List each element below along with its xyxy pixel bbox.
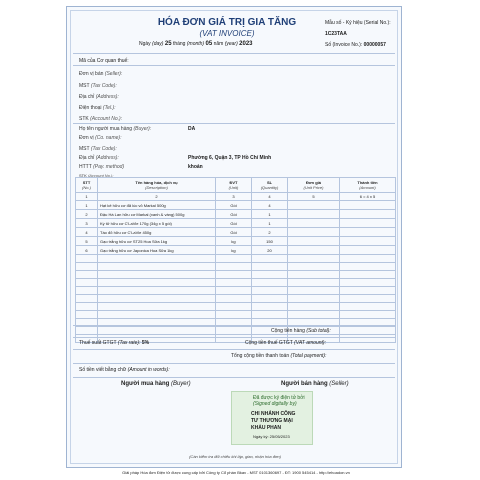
empty-row	[76, 255, 396, 263]
sign-date: Ngày ký: 25/05/2023	[253, 434, 290, 439]
divider	[73, 65, 395, 66]
buyer-tax-label: MST (Tax Code):	[79, 146, 117, 152]
empty-row	[76, 263, 396, 271]
divider	[73, 349, 395, 350]
table-row: 5 Gạo trắng hữu cơ ST25 Hoa Sữa 1kg kg 150	[76, 237, 396, 246]
vat-rate: Thuế suất GTGT (Tax rate): 5%	[79, 340, 150, 346]
empty-row	[76, 287, 396, 295]
subtotal-label: Cộng tiền hàng (Sub total):	[271, 328, 331, 334]
table-row: 2 Đậu Hà Lan hữu cơ Markal (xanh & vàng) 500g Gói 1	[76, 210, 396, 219]
header-unit-price: Đơn giá (Unit Price)	[288, 178, 340, 193]
vat-rate-value: 5%	[141, 340, 150, 346]
seller-name-label: Đơn vị bán (Seller):	[79, 71, 123, 77]
buyer-address-label: Địa chỉ (Address):	[79, 155, 119, 161]
empty-row	[76, 295, 396, 303]
invoice-serial-block: Mẫu số - Ký hiệu (Serial No.): 1C23TAA Số (Invoice No.): 00000057	[325, 20, 391, 48]
empty-row	[76, 327, 396, 335]
buyer-name-label: Họ tên người mua hàng (Buyer):	[79, 126, 152, 132]
invoice-year: 2023	[239, 41, 253, 47]
payment-method-label: HTTT (Pay. method)	[79, 164, 125, 170]
table-row: 1 Hạt kê hữu cơ đã lúc vỏ Markal 500g Gói 4	[76, 201, 396, 210]
items-table	[75, 177, 396, 343]
signed-by-label: Đã được ký điện tử bởi (Signed digitally by)	[253, 395, 305, 407]
seller-signature-label: Người bán hàng (Seller)	[281, 381, 349, 387]
header-quantity: SL (Quantity)	[252, 178, 288, 193]
divider	[73, 337, 395, 338]
column-index-row: 1 2 3 4 5 6 = 4 x 5	[76, 193, 396, 201]
divider	[73, 363, 395, 364]
buyer-signature-label: Người mua hàng (Buyer)	[121, 381, 191, 387]
table-row: 4 Táo đỏ hữu cơ C'LaVie 450g Gói 2	[76, 228, 396, 237]
header-amount: Thành tiền (Amount)	[340, 178, 396, 193]
seller-address-label: Địa chỉ (Address):	[79, 94, 119, 100]
serial-value: 1C23TAA	[325, 31, 347, 37]
invoice-number: 00000057	[363, 42, 386, 48]
divider	[73, 325, 395, 326]
header-description: Tên hàng hóa, dịch vụ (Description)	[98, 178, 216, 193]
table-row: 6 Gạo trắng hữu cơ Japonica Hoa Sữa 1kg kg 20	[76, 246, 396, 255]
header-no: STT (No.)	[76, 178, 98, 193]
tax-authority-code: Mã của Cơ quan thuế:	[79, 58, 129, 64]
buyer-name-value: DA	[188, 126, 196, 132]
invoice-sheet	[66, 6, 402, 468]
signer-name: CHI NHÁNH CÔNG TƯ THƯƠNG MẠI KHẨU PHAN	[251, 411, 296, 431]
divider	[73, 123, 395, 124]
invoice-day: 25	[164, 41, 172, 47]
amount-in-words-label: Số tiền viết bằng chữ (Amount in words):	[79, 367, 170, 373]
seller-account-label: STK (Account No.):	[79, 116, 123, 122]
table-row: 3 Kỷ tử hữu cơ C'LaVie 170g (34g x 5 gói) Gói 1	[76, 219, 396, 228]
total-payment-label: Tổng cộng tiền thanh toán (Total payment):	[231, 353, 327, 359]
buyer-address-value: Phường 6, Quận 3, TP Hồ Chí Minh	[188, 155, 272, 161]
empty-row	[76, 279, 396, 287]
buyer-account-label: STK (Account No.):	[79, 173, 114, 178]
empty-row	[76, 271, 396, 279]
header-unit: ĐVT (Unit)	[216, 178, 252, 193]
payment-method-value: khoản	[188, 164, 203, 170]
buyer-company-label: Đơn vị (Co. name):	[79, 135, 122, 141]
empty-row	[76, 303, 396, 311]
invoice-subtitle: (VAT INVOICE)	[199, 29, 255, 38]
empty-row	[76, 311, 396, 319]
seller-phone-label: Điện thoại (Tel.):	[79, 105, 116, 111]
divider	[73, 53, 395, 54]
verification-note: (Cần kiểm tra đối chiếu khi lập, giao, nhận hóa đơn)	[189, 454, 281, 459]
provider-footer: Giải pháp Hóa đơn Điện tử được cung cấp bởi Công ty Cổ phần Bkav - MST 0101360697 - ĐT: 1900 545414 - http://ehoadon.vn	[122, 470, 350, 475]
table-header-row	[76, 178, 396, 193]
invoice-date: Ngày (day) 25 tháng (month) 05 năm (year) 2023	[139, 41, 253, 47]
vat-amount-label: Cộng tiền thuế GTGT (VAT amount):	[245, 340, 326, 346]
invoice-title: HÓA ĐƠN GIÁ TRỊ GIA TĂNG	[157, 17, 297, 28]
seller-tax-label: MST (Tax Code):	[79, 83, 117, 89]
divider	[73, 377, 395, 378]
invoice-month: 05	[205, 41, 213, 47]
